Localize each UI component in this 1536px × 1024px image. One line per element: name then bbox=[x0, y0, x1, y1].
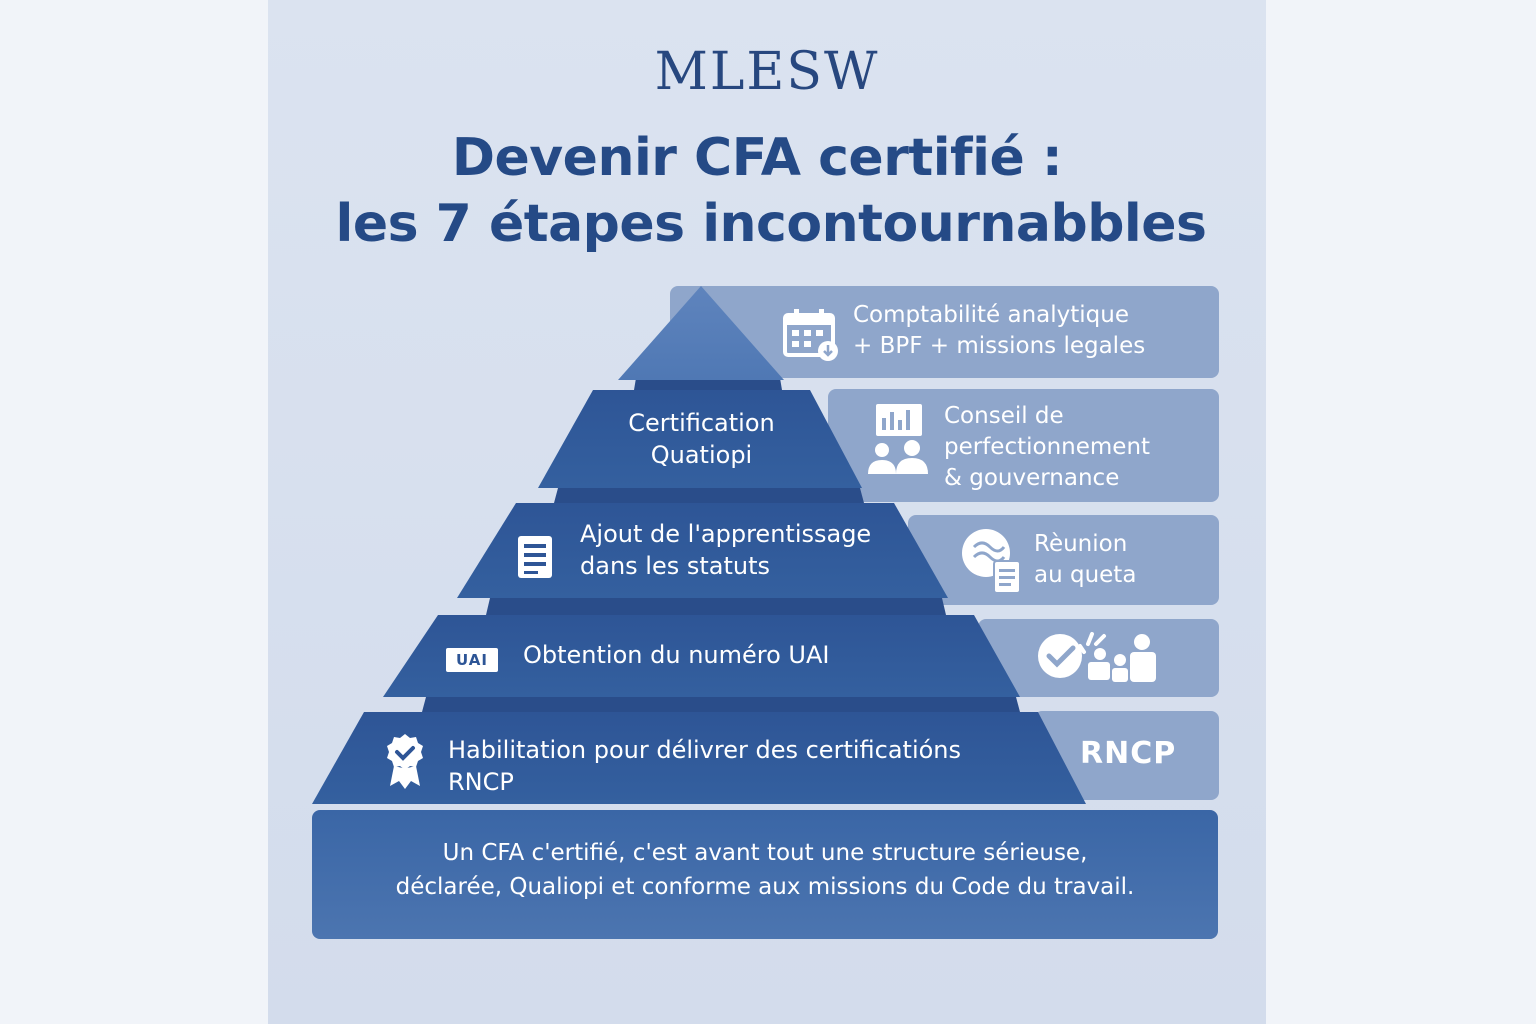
side-label-2 bbox=[944, 401, 1150, 494]
tier-3-label-line-1: Ajout de l'apprentissage bbox=[580, 520, 872, 548]
side-label-2-line-1: Conseil de bbox=[944, 403, 1064, 429]
document-icon bbox=[516, 534, 554, 580]
side-label-1-line-2: + BPF + missions legales bbox=[853, 333, 1146, 359]
tier-2-label-line-1: Certification bbox=[628, 409, 775, 437]
tier-2-label bbox=[593, 407, 810, 471]
infographic-panel bbox=[268, 0, 1266, 1024]
side-label-1-line-1: Comptabilité analytique bbox=[853, 302, 1129, 328]
brand-logo: MLESW bbox=[654, 42, 880, 102]
page-title-line-2: les 7 étapes incontournabbles bbox=[335, 194, 1207, 254]
tier-4-label: Obtention du numéro UAI bbox=[523, 641, 830, 669]
pyramid-joint-2 bbox=[554, 488, 864, 503]
rncp-label: RNCP bbox=[1080, 736, 1177, 771]
award-badge-icon bbox=[384, 732, 426, 790]
footer-text bbox=[312, 836, 1218, 904]
calendar-icon bbox=[782, 307, 842, 363]
side-label-2-line-2: perfectionnement bbox=[944, 434, 1151, 460]
page-title-line-1: Devenir CFA certifié : bbox=[451, 128, 1063, 188]
tier-2-label-line-2: Quatiopi bbox=[650, 441, 753, 469]
footer-line-2: déclarée, Qualiopi et conforme aux missions du Code du travail. bbox=[395, 874, 1135, 900]
tier-5-label-line-1: Habilitation pour délivrer des certificatións bbox=[448, 736, 962, 764]
footer-line-1: Un CFA c'ertifié, c'est avant tout une structure sérieuse, bbox=[442, 840, 1088, 866]
chat-document-icon bbox=[960, 527, 1024, 595]
pyramid-joint-3 bbox=[486, 598, 946, 615]
tier-3-label bbox=[580, 518, 871, 582]
meeting-presentation-icon bbox=[866, 402, 932, 476]
side-label-3-line-2: au queta bbox=[1034, 562, 1137, 588]
pyramid-tier-1 bbox=[618, 286, 784, 380]
check-people-icon bbox=[1036, 630, 1160, 686]
side-label-3 bbox=[1034, 529, 1136, 591]
side-label-2-line-3: & gouvernance bbox=[944, 465, 1120, 491]
side-label-1 bbox=[853, 300, 1145, 362]
side-label-3-line-1: Rèunion bbox=[1034, 531, 1128, 557]
tier-3-label-line-2: dans les statuts bbox=[580, 552, 771, 580]
tier-5-label-line-2: RNCP bbox=[448, 768, 514, 796]
tier-5-label bbox=[448, 734, 961, 798]
pyramid-joint-4 bbox=[422, 697, 1020, 712]
uai-badge: UAI bbox=[446, 648, 498, 672]
